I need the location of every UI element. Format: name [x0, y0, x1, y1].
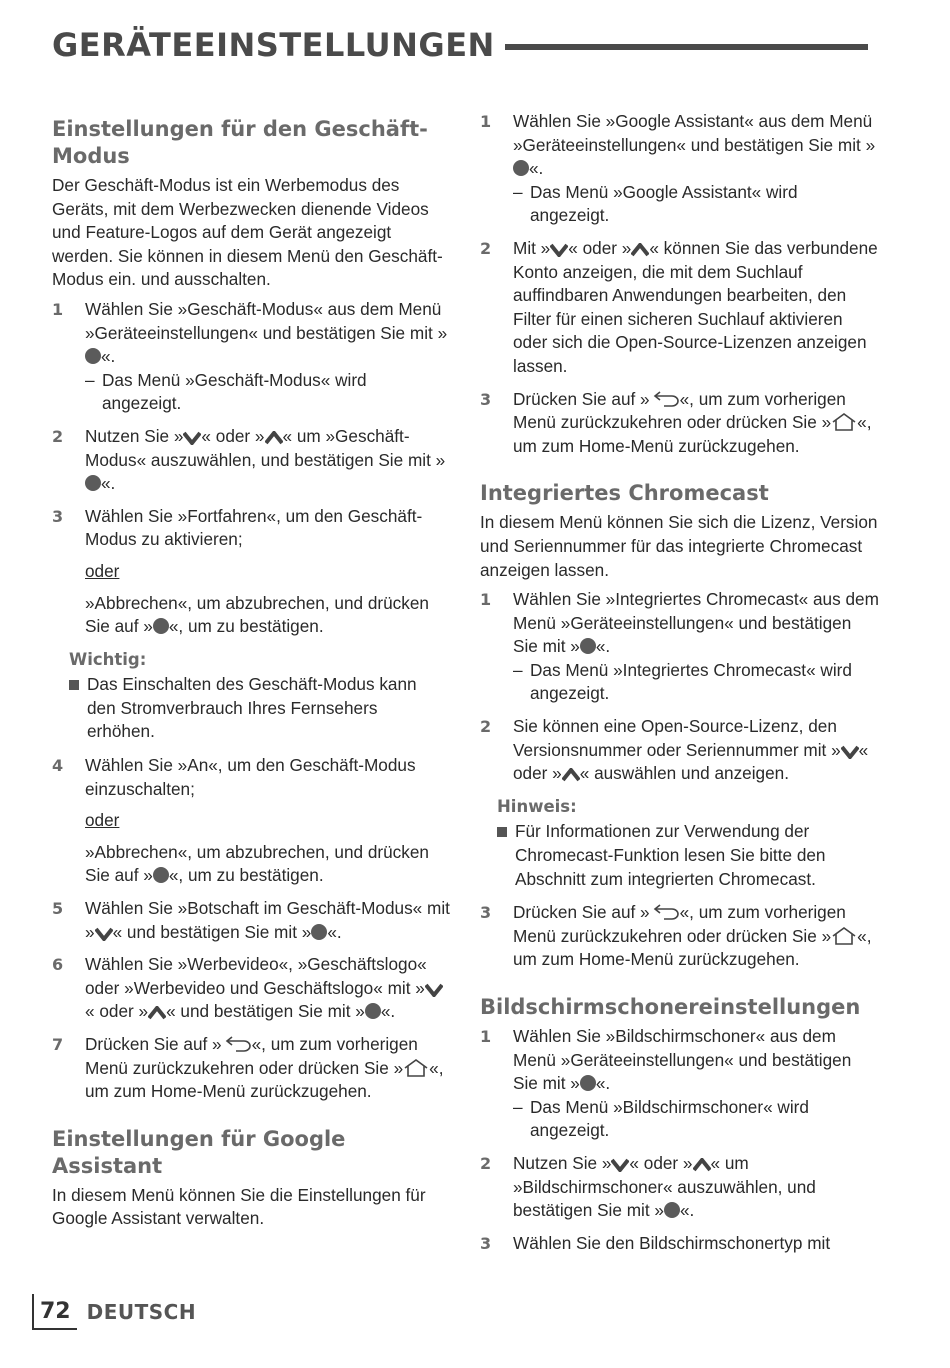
ok-button-icon	[580, 1075, 596, 1091]
arrow-up-icon	[693, 1158, 711, 1172]
footer-language: DEUTSCH	[86, 1300, 197, 1324]
home-icon	[831, 413, 857, 431]
step	[480, 901, 880, 972]
step-result: – Das Menü »Bildschirmschoner« wird angezeigt.	[513, 1096, 809, 1141]
arrow-up-icon	[265, 431, 283, 445]
step-text: Sie können eine Open-Source-Lizenz, den Versionsnummer oder Seriennummer mit » « oder » « auswählen und anzeigen.	[513, 716, 869, 784]
step	[52, 425, 450, 496]
arrow-down-icon	[183, 431, 201, 445]
step-number: 1	[480, 112, 492, 131]
note-text: Für Informationen zur Verwendung der Chromecast-Funktion lesen Sie bitte den Abschnitt zum integrierten Chromecast.	[515, 821, 826, 889]
step	[480, 237, 880, 379]
ok-button-icon	[311, 924, 327, 940]
or-separator: oder	[85, 810, 120, 831]
ok-button-icon	[153, 618, 169, 634]
section-title-shop-mode: Einstellungen für den Geschäft-Modus	[52, 117, 428, 168]
arrow-down-icon	[841, 745, 859, 759]
step	[480, 1232, 880, 1256]
step-number: 3	[480, 1233, 492, 1253]
home-icon	[403, 1059, 429, 1077]
step-number: 1	[480, 1027, 492, 1046]
step-number: 1	[480, 590, 492, 610]
arrow-down-icon	[550, 243, 568, 257]
step-text: Wählen Sie »Geschäft-Modus« aus dem Menü »Geräteeinstellungen« und bestätigen Sie mit »«. – Das Menü »Geschäft-Modus« wird angezeigt.	[85, 298, 450, 416]
section-title-chromecast: Integriertes Chromecast	[480, 481, 769, 506]
page-number-box	[32, 1294, 77, 1330]
section-title-google-assistant: Einstellungen für Google Assistant	[52, 1126, 346, 1178]
arrow-up-icon	[562, 768, 580, 782]
arrow-down-icon	[95, 927, 113, 941]
or-separator: oder	[85, 560, 120, 581]
step-number: 5	[52, 899, 64, 919]
page-title: GERÄTEEINSTELLUNGEN	[52, 26, 495, 64]
step-number: 6	[52, 955, 64, 975]
step	[52, 953, 450, 1024]
back-arrow-icon	[650, 390, 680, 408]
section-intro: Der Geschäft-Modus ist ein Werbemodus des Geräts, mit dem Werbezwecken dienende Videos und Feature-Logos auf dem Gerät angezeigt werden. Sie können in diesem Menü den Geschäft-Modus ein. und ausschalten.	[52, 175, 443, 290]
page-number: 72	[40, 1298, 71, 1324]
ok-button-icon	[513, 160, 529, 176]
step-text: Wählen Sie »Botschaft im Geschäft-Modus« mit » « und bestätigen Sie mit » «.	[85, 898, 450, 942]
step-text: Nutzen Sie » « oder » « um »Bildschirmschoner« auszuwählen, und bestätigen Sie mit » «.	[513, 1152, 816, 1221]
step-number: 2	[52, 426, 64, 446]
step-number: 3	[480, 903, 492, 923]
step-text: Wählen Sie »Fortfahren«, um den Geschäft-Modus zu aktivieren; oder »Abbrechen«, um abzubrechen, und drücken Sie auf » «, um zu bestätigen.	[85, 505, 450, 639]
square-bullet-icon	[69, 680, 79, 690]
step	[52, 505, 450, 639]
section-intro: In diesem Menü können Sie die Einstellungen für Google Assistant verwalten.	[52, 1184, 426, 1229]
important-note	[69, 648, 450, 744]
hint-note	[497, 795, 880, 891]
header-rule	[505, 44, 868, 50]
note-heading: Hinweis:	[497, 796, 577, 816]
section-intro: In diesem Menü können Sie sich die Lizenz, Version und Seriennummer für das integrierte Chromecast anzeigen lassen.	[480, 512, 878, 580]
step-number: 7	[52, 1035, 64, 1054]
step-number: 2	[480, 1153, 492, 1173]
ok-button-icon	[85, 348, 101, 364]
step	[52, 1033, 450, 1104]
arrow-down-icon	[611, 1158, 629, 1172]
left-column	[52, 110, 450, 1237]
ok-button-icon	[85, 475, 101, 491]
arrow-up-icon	[148, 1006, 166, 1020]
step-text: Wählen Sie »Integriertes Chromecast« aus dem Menü »Geräteeinstellungen« und bestätigen Sie mit » «. – Das Menü »Integriertes Chromecast« wird angezeigt.	[513, 588, 880, 706]
ok-button-icon	[664, 1202, 680, 1218]
step-text: Nutzen Sie » « oder » « um »Geschäft-Modus« auszuwählen, und bestätigen Sie mit »«.	[85, 425, 446, 494]
section-title-screensaver: Bildschirmschonereinstellungen	[480, 995, 861, 1019]
step	[52, 897, 450, 944]
home-icon	[831, 927, 857, 945]
step-text: Wählen Sie »Werbevideo«, »Geschäftslogo« oder »Werbevideo und Geschäftslogo« mit »« oder » « und bestätigen Sie mit » «.	[85, 953, 450, 1024]
right-column	[480, 110, 880, 1264]
back-arrow-icon	[222, 1035, 252, 1053]
step-result: – Das Menü »Google Assistant« wird angezeigt.	[513, 181, 798, 226]
step-text: Drücken Sie auf » «, um zum vorherigen Menü zurückzukehren oder drücken Sie » «, um zum Home-Menü zurückzugehen.	[513, 388, 872, 456]
step-result: – Das Menü »Integriertes Chromecast« wird angezeigt.	[513, 659, 852, 704]
step-text: Wählen Sie »Bildschirmschoner« aus dem Menü »Geräteeinstellungen« und bestätigen Sie mit » «. – Das Menü »Bildschirmschoner« wird angezeigt.	[513, 1025, 880, 1143]
note-heading: Wichtig:	[69, 649, 147, 669]
step	[480, 388, 880, 459]
step-text: Wählen Sie »Google Assistant« aus dem Menü »Geräteeinstellungen« und bestätigen Sie mit »«. – Das Menü »Google Assistant« wird angezeigt.	[513, 110, 880, 228]
step-text: Wählen Sie den Bildschirmschonertyp mit	[513, 1232, 831, 1253]
step	[480, 110, 880, 228]
page-footer	[32, 1294, 196, 1330]
step-number: 2	[480, 238, 492, 258]
page-header	[52, 20, 868, 70]
note-text: Das Einschalten des Geschäft-Modus kann den Stromverbrauch Ihres Fernsehers erhöhen.	[87, 674, 417, 742]
step-number: 3	[480, 389, 492, 409]
step	[480, 715, 880, 786]
step-text: Mit » « oder » « können Sie das verbundene Konto anzeigen, die mit dem Suchlauf auffindbaren Anwendungen bearbeiten, den Filter für einen sicheren Suchlauf aktivieren oder sich die Open-Source-Lizenzen anzeigen lassen.	[513, 237, 878, 376]
step-result: – Das Menü »Geschäft-Modus« wird angezeigt.	[85, 369, 367, 414]
step	[480, 588, 880, 706]
ok-button-icon	[153, 867, 169, 883]
step	[52, 298, 450, 416]
step-text: Drücken Sie auf » «, um zum vorherigen Menü zurückzukehren oder drücken Sie » «, um zum Home-Menü zurückzugehen.	[85, 1034, 444, 1102]
ok-button-icon	[580, 638, 596, 654]
square-bullet-icon	[497, 827, 507, 837]
step-number: 1	[52, 299, 64, 319]
step	[480, 1025, 880, 1143]
step-text: Wählen Sie »An«, um den Geschäft-Modus einzuschalten; oder »Abbrechen«, um abzubrechen, und drücken Sie auf » «, um zu bestätigen.	[85, 754, 450, 888]
ok-button-icon	[365, 1003, 381, 1019]
step-number: 4	[52, 756, 64, 776]
step	[52, 754, 450, 888]
step-number: 2	[480, 717, 492, 737]
step-text: Drücken Sie auf » «, um zum vorherigen Menü zurückzukehren oder drücken Sie » «, um zum Home-Menü zurückzugehen.	[513, 902, 872, 970]
step-number: 3	[52, 506, 64, 526]
arrow-up-icon	[631, 243, 649, 257]
step	[480, 1152, 880, 1223]
back-arrow-icon	[650, 903, 680, 921]
arrow-down-icon	[425, 983, 443, 997]
